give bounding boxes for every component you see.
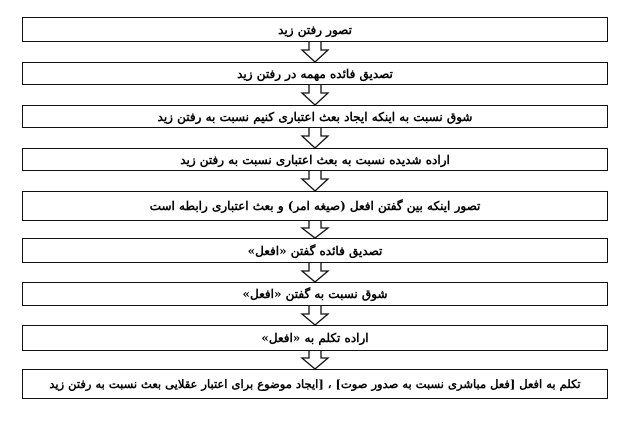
arrow-6 [302,263,328,282]
arrow-3 [302,128,328,148]
flow-step-3 [22,105,608,128]
arrow-8 [302,351,328,369]
flow-step-9-label: تکلم به افعل [فعل مباشری نسبت به صدور صوت] ، [ایجاد موضوع برای اعتبار عقلایی بعث نسبت به رفتن زید [49,377,581,391]
flow-step-4-label: اراده شدیده نسبت به بعث اعتباری نسبت به رفتن زید [180,152,450,167]
flow-step-7 [22,282,608,306]
arrow-1 [302,42,328,62]
flow-step-8 [22,325,608,351]
flow-step-6 [22,238,608,263]
arrow-5 [302,221,328,238]
flow-step-1-label: تصور رفتن زید [278,22,352,37]
arrow-7 [302,306,328,325]
flow-step-5 [22,191,608,221]
flow-step-8-label: اراده تکلم به «افعل» [261,331,369,345]
flow-step-4 [22,148,608,171]
flow-step-2 [22,62,608,85]
flow-step-6-label: تصدیق فائده گفتن «افعل» [247,243,383,258]
arrow-4 [302,171,328,191]
arrow-2 [302,85,328,105]
flow-step-7-label: شوق نسبت به گفتن «افعل» [242,287,388,301]
flow-step-9 [22,369,608,399]
flow-step-1 [22,17,608,42]
flow-step-2-label: تصدیق فائده مهمه در رفتن زید [237,66,393,81]
flow-step-5-label: تصور اینکه بین گفتن افعل (صیغه امر) و بعث اعتباری رابطه است [149,199,481,213]
flow-step-3-label: شوق نسبت به اینکه ایجاد بعث اعتباری کنیم نسبت به رفتن زید [157,109,473,124]
